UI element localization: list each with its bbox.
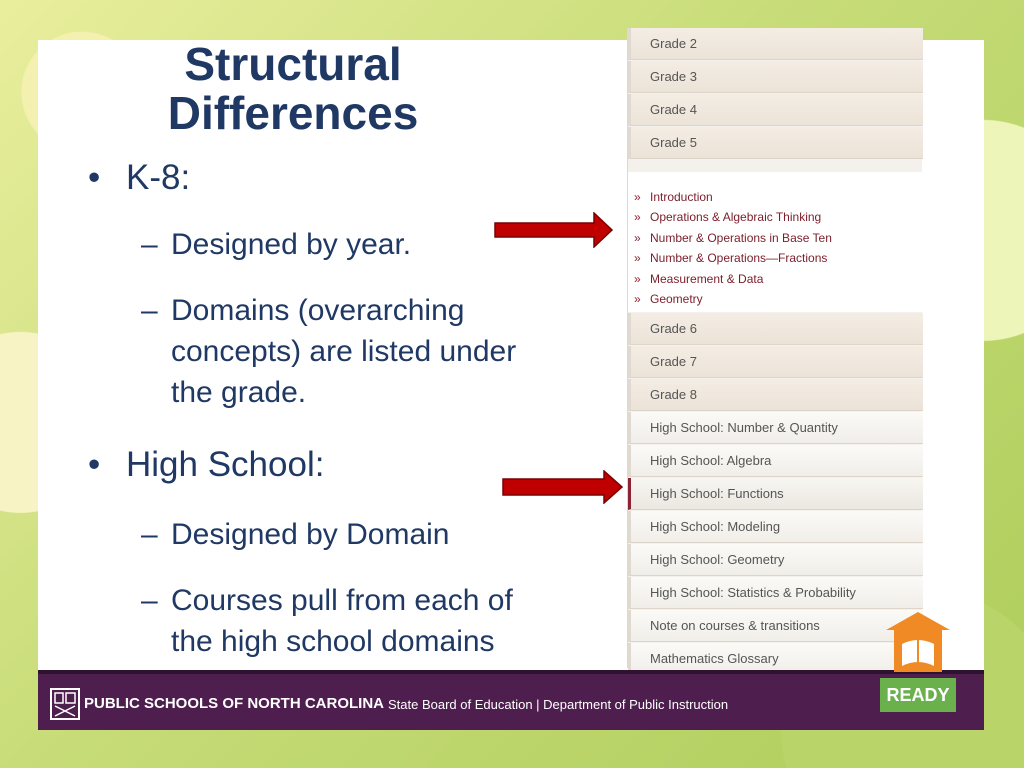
menu-item-hs-modeling[interactable]: High School: Modeling (628, 511, 923, 543)
grade-5-domain-list (628, 172, 923, 312)
sub-bullet-text-line-3: the grade. (171, 376, 307, 409)
slide (38, 36, 984, 730)
dash-mark: – (141, 228, 158, 261)
domain-link-introduction[interactable] (634, 190, 713, 205)
chevron-icon: » (634, 231, 641, 245)
red-arrow-icon (494, 212, 614, 248)
standards-nav-menu (627, 28, 922, 668)
bullet-k8 (88, 158, 191, 198)
sub-bullet-designed-by-domain (141, 514, 581, 555)
sub-bullet-text-line-1: Courses pull from each of (171, 584, 513, 617)
menu-item-mathematics-glossary[interactable]: Mathematics Glossary (628, 643, 923, 675)
dash-mark: – (141, 518, 158, 551)
chevron-icon: » (634, 292, 641, 306)
domain-link-label: Introduction (650, 190, 713, 204)
chevron-icon: » (634, 251, 641, 265)
domain-link-number-operations-fractions[interactable] (634, 251, 827, 266)
domain-link-measurement-data[interactable] (634, 272, 763, 287)
sub-bullet-text-line-2: the high school domains (171, 625, 495, 658)
title-line-1: Structural (184, 38, 402, 90)
red-arrow-icon (502, 470, 624, 504)
ready-logo (880, 608, 956, 714)
sub-bullet-text-line-2: concepts) are listed under (171, 335, 517, 368)
domain-link-label: Geometry (650, 292, 703, 306)
title-line-2: Differences (167, 87, 419, 139)
menu-item-note-courses-transitions[interactable]: Note on courses & transitions (628, 610, 923, 642)
bullet-mark: • (88, 445, 101, 484)
bullet-mark: • (88, 158, 101, 197)
menu-item-grade-3[interactable]: Grade 3 (628, 61, 923, 93)
menu-item-grade-8[interactable]: Grade 8 (628, 379, 923, 411)
menu-item-hs-geometry[interactable]: High School: Geometry (628, 544, 923, 576)
footer-org-name: PUBLIC SCHOOLS OF NORTH CAROLINA (84, 695, 384, 712)
menu-item-hs-algebra[interactable]: High School: Algebra (628, 445, 923, 477)
sub-bullet-text-line-1: Domains (overarching (171, 294, 465, 327)
ready-label: READY (880, 678, 956, 712)
menu-item-grade-2[interactable]: Grade 2 (628, 28, 923, 60)
sub-bullet-text: Designed by Domain (171, 518, 450, 551)
menu-item-hs-number-quantity[interactable]: High School: Number & Quantity (628, 412, 923, 444)
dash-mark: – (141, 584, 158, 617)
chevron-icon: » (634, 272, 641, 286)
menu-item-grade-6[interactable]: Grade 6 (628, 313, 923, 345)
sub-bullet-text: Designed by year. (171, 228, 412, 261)
chevron-icon: » (634, 190, 641, 204)
domain-link-label: Number & Operations—Fractions (650, 251, 828, 265)
bullet-high-school-text: High School: (126, 445, 325, 484)
sub-bullet-domains-listed (141, 290, 581, 413)
domain-link-number-operations-base-ten[interactable] (634, 231, 832, 246)
domain-link-label: Number & Operations in Base Ten (650, 231, 832, 245)
menu-item-grade-5[interactable]: Grade 5 (628, 127, 923, 159)
domain-link-label: Measurement & Data (650, 272, 764, 286)
sub-bullet-courses-pull (141, 580, 581, 662)
bullet-high-school (88, 445, 325, 485)
chevron-icon: » (634, 210, 641, 224)
ready-book-icon (880, 608, 956, 684)
bullet-k8-text: K-8: (126, 158, 191, 197)
menu-item-grade-7[interactable]: Grade 7 (628, 346, 923, 378)
menu-item-hs-functions[interactable]: High School: Functions (628, 478, 923, 510)
menu-item-grade-4[interactable]: Grade 4 (628, 94, 923, 126)
menu-item-hs-statistics-probability[interactable]: High School: Statistics & Probability (628, 577, 923, 609)
footer-subtitle: State Board of Education | Department of Public Instruction (388, 697, 729, 712)
nc-logo-icon (50, 688, 80, 720)
slide-title (133, 40, 453, 138)
domain-link-operations-algebraic-thinking[interactable] (634, 210, 821, 225)
footer-bar (38, 670, 984, 730)
domain-link-geometry[interactable] (634, 292, 703, 307)
domain-link-label: Operations & Algebraic Thinking (650, 210, 822, 224)
dash-mark: – (141, 294, 158, 327)
